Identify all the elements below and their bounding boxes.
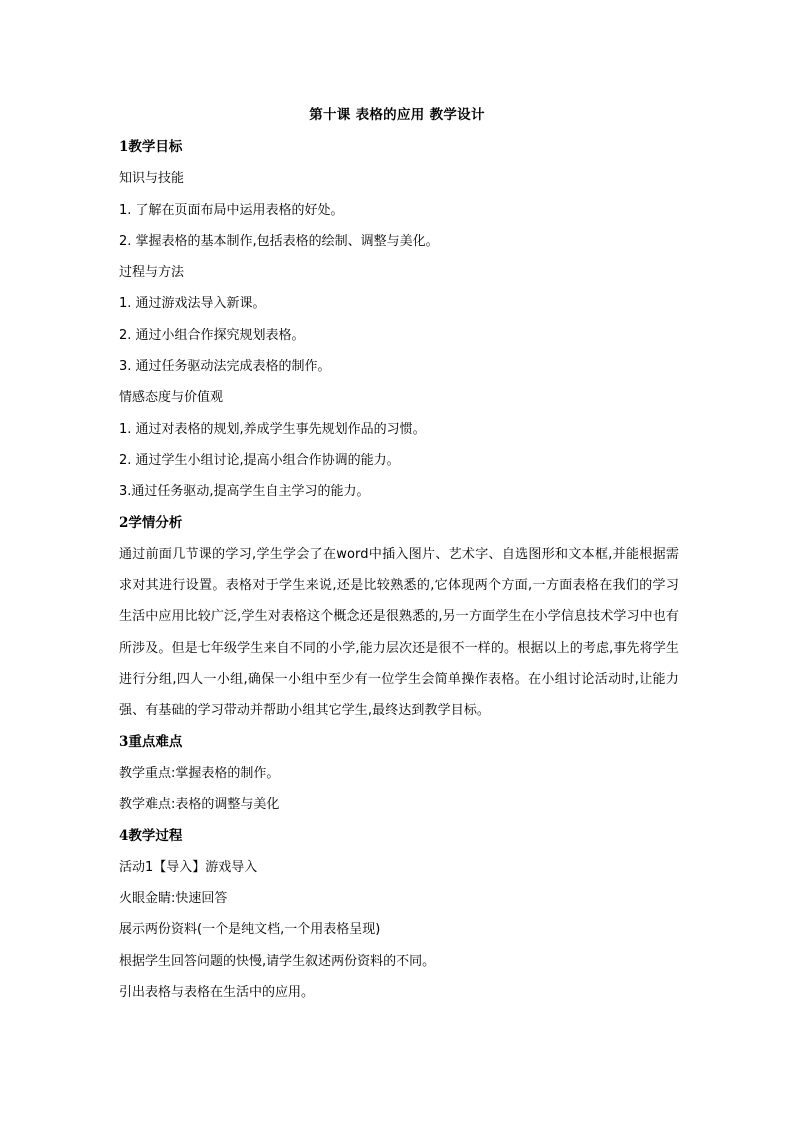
list-item: 1. 了解在页面布局中运用表格的好处。: [119, 202, 344, 218]
list-item: 3. 通过任务驱动法完成表格的制作。: [119, 359, 331, 375]
subheading-process: 过程与方法: [119, 265, 185, 281]
section-heading-analysis: 2学情分析: [119, 514, 183, 531]
document-title: 第十课 表格的应用 教学设计: [309, 107, 485, 123]
section-heading-key-points: 3重点难点: [119, 733, 183, 750]
list-item: 活动1【导入】游戏导入: [119, 859, 258, 875]
list-item: 展示两份资料(一个是纯文档,一个用表格呈现): [119, 922, 381, 938]
subheading-attitude: 情感态度与价值观: [119, 390, 224, 406]
list-item: 引出表格与表格在生活中的应用。: [119, 985, 315, 1001]
section-heading-process: 4教学过程: [119, 827, 183, 844]
subheading-knowledge: 知识与技能: [119, 171, 185, 187]
list-item: 教学重点:掌握表格的制作。: [119, 765, 280, 781]
list-item: 2. 通过学生小组讨论,提高小组合作协调的能力。: [119, 452, 400, 468]
list-item: 1. 通过对表格的规划,养成学生事先规划作品的习惯。: [119, 421, 426, 437]
analysis-paragraph: 通过前面几节课的学习,学生学会了在word中插入图片、艺术字、自选图形和文本框,并能根据需求对其进行设置。表格对于学生来说,还是比较熟悉的,它体现两个方面,一方面表格在我们的学习生活中应用比较广泛,学生对表格这个概念还是很熟悉的,另一方面学生在小学信息技术学习中也有所涉及。但是七年级学生来自不同的小学,能力层次还是很不一样的。根据以上的考虑,事先将学生进行分组,四人一小组,确保一小组中至少有一位学生会简单操作表格。在小组讨论活动时,让能力强、有基础的学习带动并帮助小组其它学生,最终达到教学目标。: [119, 546, 679, 719]
document-body: [119, 132, 679, 1008]
list-item: 教学难点:表格的调整与美化: [119, 797, 280, 813]
list-item: 1. 通过游戏法导入新课。: [119, 296, 266, 312]
list-item: 火眼金睛:快速回答: [119, 891, 228, 907]
list-item: 根据学生回答问题的快慢,请学生叙述两份资料的不同。: [119, 953, 436, 969]
list-item: 2. 掌握表格的基本制作,包括表格的绘制、调整与美化。: [119, 233, 439, 249]
section-heading-objectives: 1教学目标: [119, 139, 183, 155]
list-item: 2. 通过小组合作探究规划表格。: [119, 327, 305, 343]
list-item: 3.通过任务驱动,提高学生自主学习的能力。: [119, 484, 370, 500]
